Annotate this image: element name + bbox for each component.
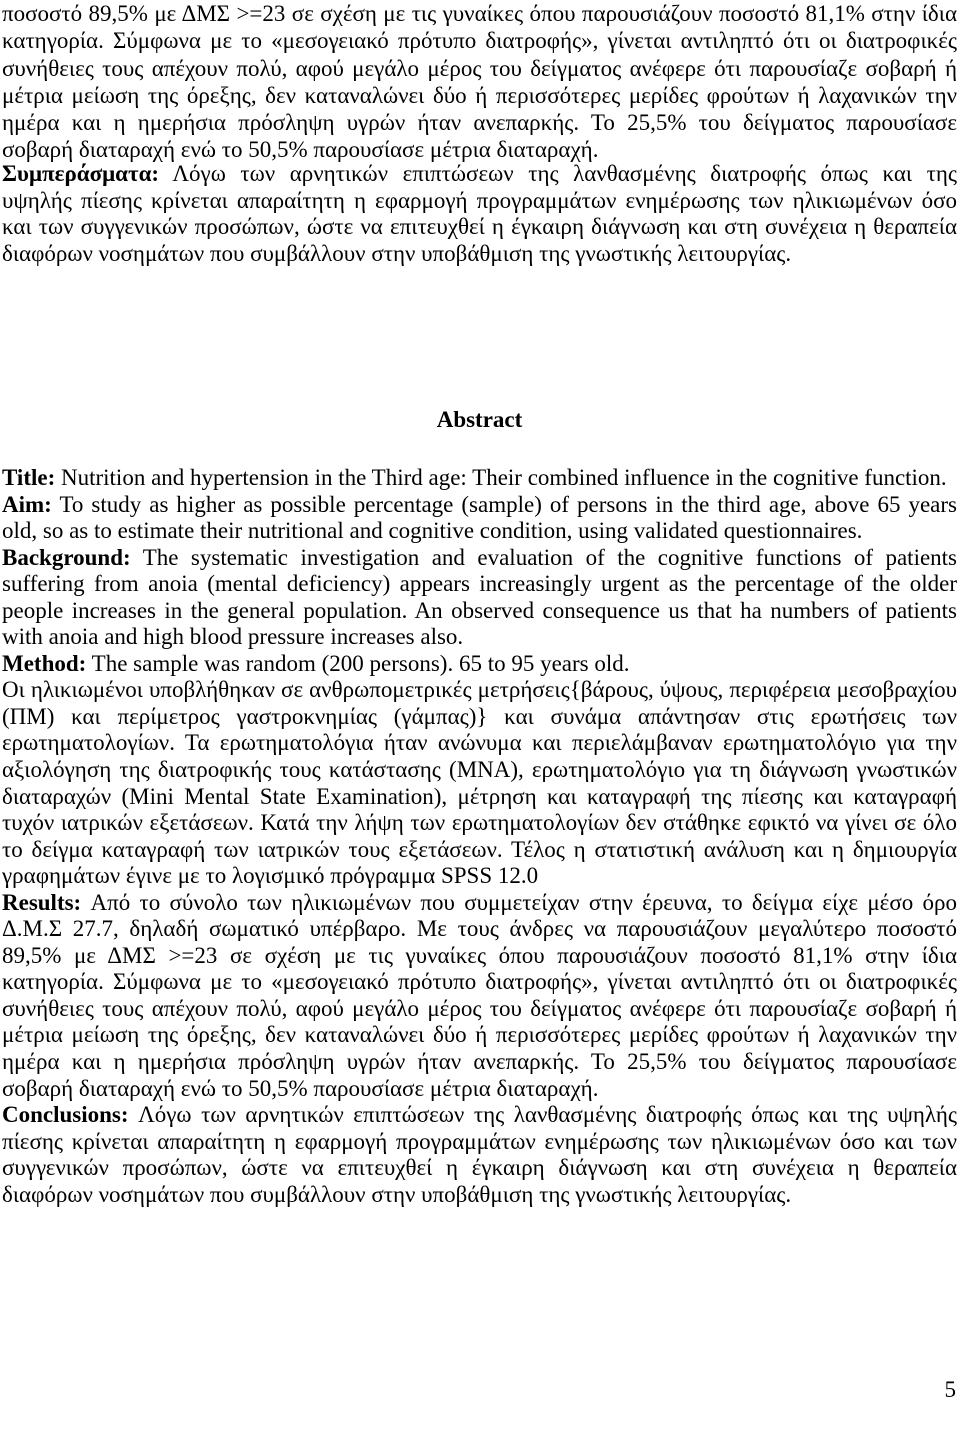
text-line: people increases in the general population. An observed consequence us that ha numbers of patients	[2, 597, 957, 623]
abstract-heading: Abstract	[436, 407, 523, 432]
text-line: πίεσης κρίνεται απαραίτητη η εφαρμογή προγραμμάτων ενημέρωσης των ηλικιωμένων όσο και των	[2, 1128, 957, 1154]
text-line: κατηγορία. Σύμφωνα με το «μεσογειακό πρότυπο διατροφής», γίνεται αντιληπτό ότι οι διατροφικές	[2, 28, 957, 54]
text-line	[2, 1102, 957, 1129]
text-line	[2, 161, 957, 188]
text-line: ερωτηματολογίων. Τα ερωτηματολόγια ήταν ανώνυμα και περιελάμβαναν ερωτηματολόγιο για την	[2, 730, 957, 756]
text-line: σοβαρή διαταραχή ενώ το 50,5% παρουσίασε μέτρια διαταραχή.	[2, 137, 599, 163]
text-line: διαφόρων νοσημάτων που συμβάλλουν στην υποβάθμιση της γνωστικής λειτουργίας.	[2, 240, 792, 266]
text-line: κατηγορία. Σύμφωνα με το «μεσογειακό πρότυπο διατροφής», γίνεται αντιληπτό ότι οι διατροφικές	[2, 969, 957, 995]
text-line: σοβαρή διαταραχή ενώ το 50,5% παρουσίασε μέτρια διαταραχή.	[2, 1075, 599, 1101]
greek-conclusions	[2, 161, 957, 267]
text-run: The sample was random (200 persons). 65 to 95 years old.	[91, 650, 630, 676]
page-number: 5	[944, 1377, 956, 1402]
text-line: γραφημάτων έγινε με το λογισμικό πρόγραμμα SPSS 12.0	[2, 863, 539, 889]
text-run: Λόγω των αρνητικών επιπτώσεων της λανθασμένης διατροφής όπως και της υψηλής	[138, 1102, 958, 1128]
text-line: συγγενικών προσώπων, ώστε να επιτευχθεί η έγκαιρη διάγνωση και στη συνέχεια η θεραπεία	[2, 1155, 957, 1181]
background-label: Background:	[2, 544, 131, 570]
text-line: συνήθειες τους απέχουν πολύ, αφού μεγάλο μέρος του δείγματος ανέφερε ότι παρουσίαζε σοβαρή ή	[2, 55, 957, 81]
text-line: ημέρα και η ημερήσια πρόσληψη υγρών ήταν ανεπαρκής. Το 25,5% του δείγματος παρουσίασε	[2, 110, 957, 136]
abstract-section	[2, 465, 957, 1208]
text-run: Nutrition and hypertension in the Third age: Their combined influence in the cognitive function.	[60, 465, 947, 490]
text-line: μέτρια μείωση της όρεξης, δεν καταναλώνει δύο ή περισσότερες μερίδες φρούτων ή λαχανικών την	[2, 1022, 957, 1048]
aim-label: Aim:	[2, 491, 52, 517]
text-line	[2, 465, 957, 492]
greek-conclusions-label: Συμπεράσματα:	[2, 161, 160, 186]
text-line: και των συγγενικών προσώπων, ώστε να επιτευχθεί η έγκαιρη διάγνωση και στη συνέχεια η θεραπεία	[2, 214, 957, 240]
text-line: ημέρα και η ημερήσια πρόσληψη υγρών ήταν ανεπαρκής. Το 25,5% του δείγματος παρουσίασε	[2, 1049, 957, 1075]
title-label: Title:	[2, 465, 56, 490]
text-line: old, so as to estimate their nutritional and cognitive condition, using validated questionnaires.	[2, 518, 863, 544]
text-line: suffering from anoia (mental deficiency) appears increasingly urgent as the percentage of the older	[2, 571, 957, 597]
text-run: The systematic investigation and evaluation of the cognitive functions of patients	[142, 544, 958, 570]
text-line: υψηλής πίεσης κρίνεται απαραίτητη η εφαρμογή προγραμμάτων ενημέρωσης των ηλικιωμένων όσο	[2, 187, 957, 213]
method-label: Method:	[2, 650, 87, 676]
text-run: Από το σύνολο των ηλικιωμένων που συμμετείχαν στην έρευνα, το δείγμα είχε μέσο όρο	[90, 889, 957, 915]
text-line: τυχόν ιατρικών εξετάσεων. Κατά την λήψη των ερωτηματολογίων δεν στάθηκε εφικτό να γίνει σε όλο	[2, 810, 957, 836]
text-line	[2, 651, 957, 678]
text-line: διαταραχών (Mini Mental State Examination), μέτρηση και καταγραφή της πίεσης και καταγραφή	[2, 783, 957, 809]
text-line: Δ.Μ.Σ 27.7, δηλαδή σωματικό υπέρβαρο. Με τους άνδρες να παρουσιάζουν μεγαλύτερο ποσοστό	[2, 916, 957, 942]
text-line: μέτρια μείωση της όρεξης, δεν καταναλώνει δύο ή περισσότερες μερίδες φρούτων ή λαχανικών την	[2, 82, 957, 108]
text-line: ποσοστό 89,5% με ΔΜΣ >=23 σε σχέση με τις γυναίκες όπου παρουσιάζουν ποσοστό 81,1% στην ίδια	[2, 1, 957, 26]
results-label: Results:	[2, 889, 82, 915]
text-line: with anoia and high blood pressure increases also.	[2, 624, 464, 650]
text-line: 89,5% με ΔΜΣ >=23 σε σχέση με τις γυναίκες όπου παρουσιάζουν ποσοστό 81,1% στην ίδια	[2, 942, 957, 968]
text-line	[2, 492, 957, 519]
text-line: αξιολόγηση της διατροφικής τους κατάστασης (MNA), ερωτηματολόγιο για τη διάγνωση γνωστικών	[2, 757, 957, 783]
text-line: (ΠΜ) και περίμετρος γαστροκνημίας (γάμπας)} και συνάμα απάντησαν στις ερωτήσεις των	[2, 703, 957, 729]
text-line	[2, 890, 957, 917]
conclusions-label: Conclusions:	[2, 1102, 129, 1128]
text-line: συνήθειες τους απέχουν πολύ, αφού μεγάλο μέρος του δείγματος ανέφερε ότι παρουσίαζε σοβαρή ή	[2, 995, 957, 1021]
text-run: To study as higher as possible percentage (sample) of persons in the third age, above 65 years	[59, 491, 957, 517]
text-run: Λόγω των αρνητικών επιπτώσεων της λανθασμένης διατροφής όπως και της	[172, 161, 957, 186]
text-line	[2, 545, 957, 572]
text-line: διαφόρων νοσημάτων που συμβάλλουν στην υποβάθμιση της γνωστικής λειτουργίας.	[2, 1181, 792, 1207]
greek-results-continued	[2, 0, 957, 164]
text-line: το δείγμα καταγραφή των ιατρικών τους εξετάσεων. Τέλος η στατιστική ανάλυση και η δημιουργία	[2, 836, 957, 862]
text-line: Οι ηλικιωμένοι υποβλήθηκαν σε ανθρωπομετρικές μετρήσεις{βάρους, ύψους, περιφέρεια μεσοβραχίου	[2, 677, 957, 703]
